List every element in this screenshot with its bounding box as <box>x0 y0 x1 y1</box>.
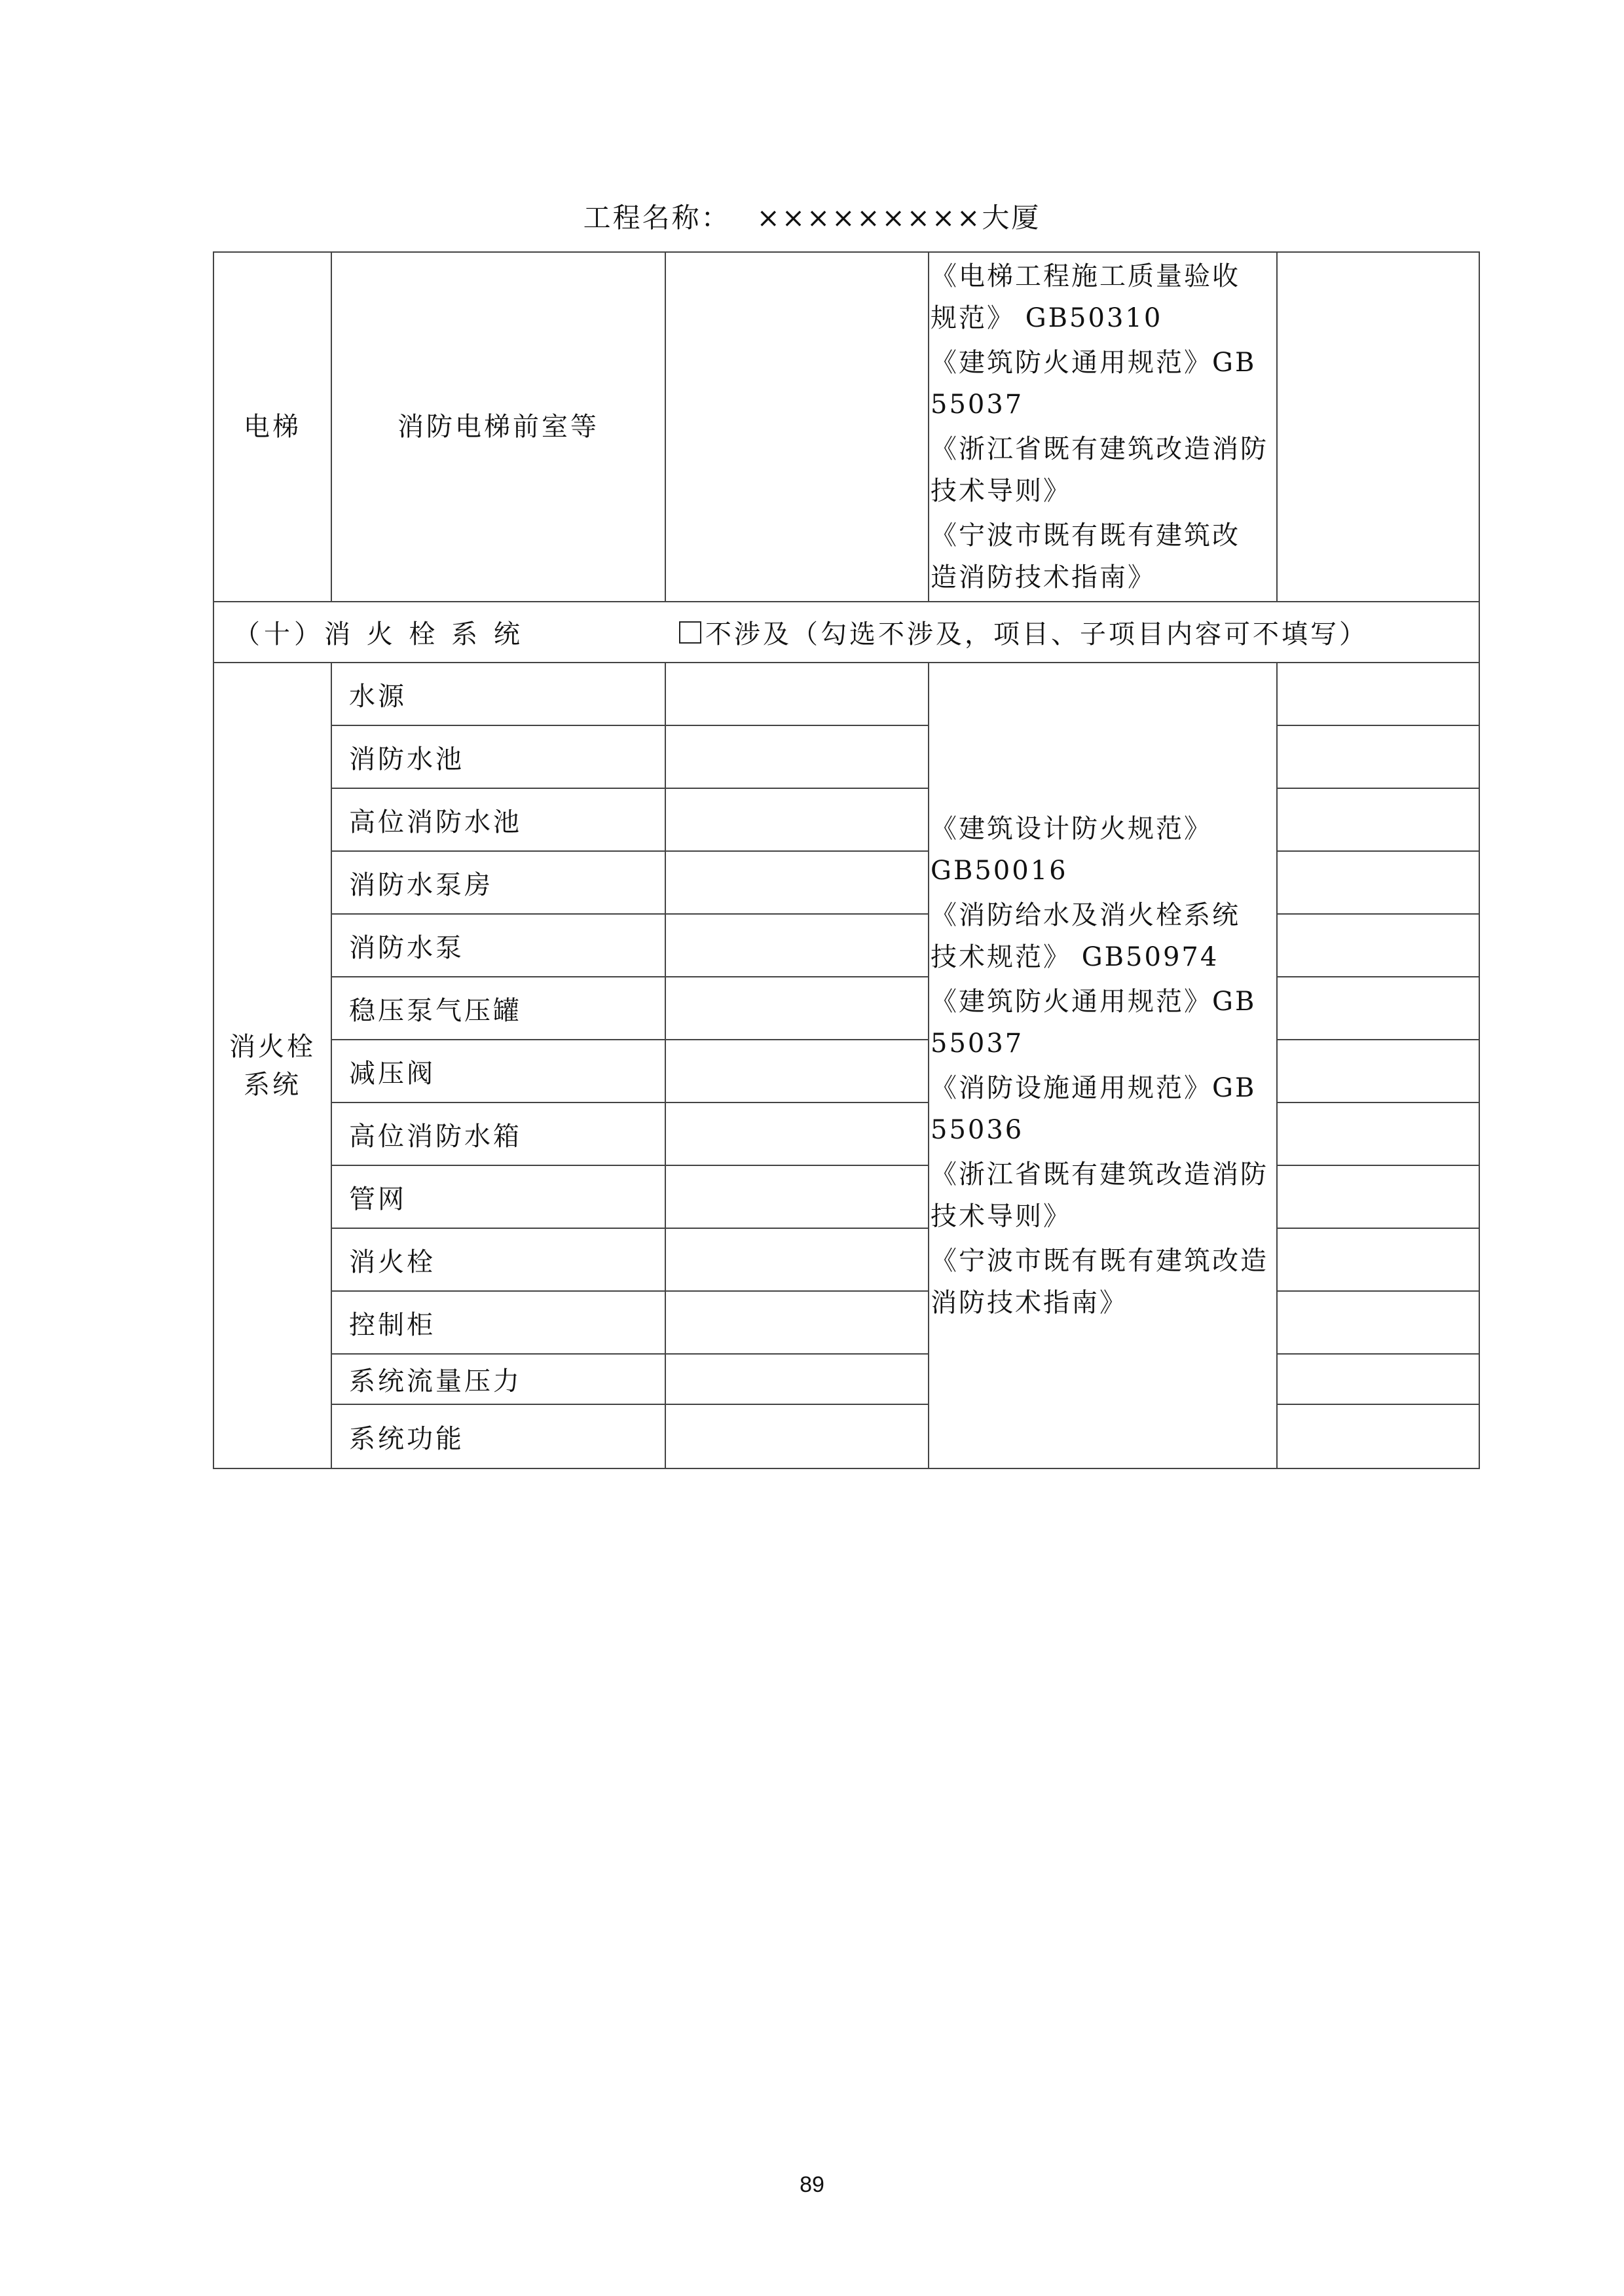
project-name-label: 工程名称： <box>583 202 731 234</box>
reference-line: 《建筑防火通用规范》GB <box>931 986 1257 1017</box>
reference-line: 55037 <box>931 1028 1024 1059</box>
result-cell <box>1277 1354 1479 1404</box>
table-row <box>213 1165 1479 1228</box>
reference-line: 《宁波市既有既有建筑改 <box>931 520 1240 551</box>
section-header-cell <box>213 602 1479 663</box>
hydrant-item: 系统功能 <box>331 1404 665 1468</box>
hydrant-item: 消火栓 <box>331 1228 665 1291</box>
reference-line: 《消防设施通用规范》GB <box>931 1072 1257 1103</box>
reference-line: 消防技术指南》 <box>931 1287 1128 1318</box>
project-title <box>0 196 1624 236</box>
hydrant-item: 减压阀 <box>331 1040 665 1102</box>
section-header-row <box>213 602 1479 663</box>
table-row <box>213 851 1479 914</box>
not-applicable-option[interactable] <box>679 613 1368 651</box>
content-cell <box>665 851 929 914</box>
reference-line: 55036 <box>931 1114 1024 1145</box>
result-cell <box>1277 1165 1479 1228</box>
table-row <box>213 725 1479 788</box>
reference-line: 《浙江省既有建筑改造消防 <box>931 434 1268 464</box>
hydrant-category-cell <box>213 663 331 1468</box>
content-cell <box>665 1354 929 1404</box>
reference-line: 《浙江省既有建筑改造消防 <box>931 1159 1268 1190</box>
content-cell <box>665 1165 929 1228</box>
content-cell <box>665 788 929 851</box>
elevator-row <box>213 252 1479 602</box>
table-row <box>213 1404 1479 1468</box>
result-cell <box>1277 1040 1479 1102</box>
table-row <box>213 1102 1479 1165</box>
table-row <box>213 663 1479 725</box>
hydrant-item: 水源 <box>331 663 665 725</box>
reference-line: GB50016 <box>931 855 1068 886</box>
not-applicable-checkbox[interactable] <box>679 621 701 644</box>
inspection-table <box>213 251 1480 1469</box>
section-title: （十）消 火 栓 系 统 <box>234 619 524 649</box>
hydrant-item: 控制柜 <box>331 1291 665 1354</box>
table-row <box>213 1228 1479 1291</box>
content-cell <box>665 1228 929 1291</box>
content-cell <box>665 663 929 725</box>
result-cell <box>1277 1102 1479 1165</box>
hydrant-category-line: 消火栓 <box>229 1031 316 1062</box>
table-row <box>213 977 1479 1040</box>
reference-line: 《宁波市既有既有建筑改造 <box>931 1245 1268 1276</box>
elevator-category-cell <box>213 252 331 602</box>
content-cell <box>665 1404 929 1468</box>
hydrant-category-line: 系统 <box>244 1069 301 1100</box>
reference-entry <box>929 1067 1276 1151</box>
result-cell <box>1277 1291 1479 1354</box>
hydrant-item: 高位消防水箱 <box>331 1102 665 1165</box>
result-cell <box>1277 663 1479 725</box>
result-cell <box>1277 977 1479 1040</box>
table-row <box>213 914 1479 977</box>
result-cell <box>1277 851 1479 914</box>
table-row <box>213 1040 1479 1102</box>
reference-line: 规范》 GB50310 <box>931 303 1163 333</box>
result-cell <box>1277 788 1479 851</box>
page-number: 89 <box>800 2172 824 2197</box>
elevator-category: 电梯 <box>244 412 301 442</box>
reference-line: 《建筑防火通用规范》GB <box>931 348 1257 378</box>
content-cell <box>665 725 929 788</box>
reference-line: 造消防技术指南》 <box>931 562 1156 592</box>
reference-line: 《建筑设计防火规范》 <box>931 813 1212 844</box>
content-cell <box>665 977 929 1040</box>
table-row <box>213 1354 1479 1404</box>
hydrant-references-cell <box>929 663 1277 1468</box>
hydrant-item: 消防水泵 <box>331 914 665 977</box>
result-cell <box>1277 725 1479 788</box>
hydrant-item: 消防水池 <box>331 725 665 788</box>
reference-line: 《电梯工程施工质量验收 <box>931 261 1240 291</box>
content-cell <box>665 1040 929 1102</box>
not-applicable-label: 不涉及（勾选不涉及，项目、子项目内容可不填写） <box>705 619 1368 649</box>
reference-line: 技术导则》 <box>931 476 1071 506</box>
reference-entry <box>929 255 1276 339</box>
content-cell <box>665 1291 929 1354</box>
reference-entry <box>929 428 1276 512</box>
elevator-references-cell <box>929 252 1277 602</box>
elevator-content-cell <box>665 252 929 602</box>
content-cell <box>665 914 929 977</box>
reference-entry <box>929 342 1276 426</box>
elevator-item-cell <box>331 252 665 602</box>
hydrant-item: 系统流量压力 <box>331 1354 665 1404</box>
result-cell <box>1277 1404 1479 1468</box>
hydrant-item: 管网 <box>331 1165 665 1228</box>
hydrant-item: 高位消防水池 <box>331 788 665 851</box>
result-cell <box>1277 914 1479 977</box>
reference-entry <box>929 894 1276 978</box>
elevator-item: 消防电梯前室等 <box>397 412 599 442</box>
reference-entry <box>929 1240 1276 1324</box>
result-cell <box>1277 1228 1479 1291</box>
reference-entry <box>929 981 1276 1065</box>
reference-entry <box>929 1154 1276 1237</box>
hydrant-item: 稳压泵气压罐 <box>331 977 665 1040</box>
reference-entry <box>929 808 1276 892</box>
reference-line: 技术规范》 GB50974 <box>931 941 1219 972</box>
reference-entry <box>929 515 1276 598</box>
reference-line: 技术导则》 <box>931 1201 1071 1231</box>
table-row <box>213 788 1479 851</box>
hydrant-item: 消防水泵房 <box>331 851 665 914</box>
reference-line: 55037 <box>931 390 1024 420</box>
project-name-value: ×××××××××大厦 <box>756 202 1041 234</box>
reference-line: 《消防给水及消火栓系统 <box>931 900 1240 930</box>
content-cell <box>665 1102 929 1165</box>
table-row <box>213 1291 1479 1354</box>
elevator-result-cell <box>1277 252 1479 602</box>
